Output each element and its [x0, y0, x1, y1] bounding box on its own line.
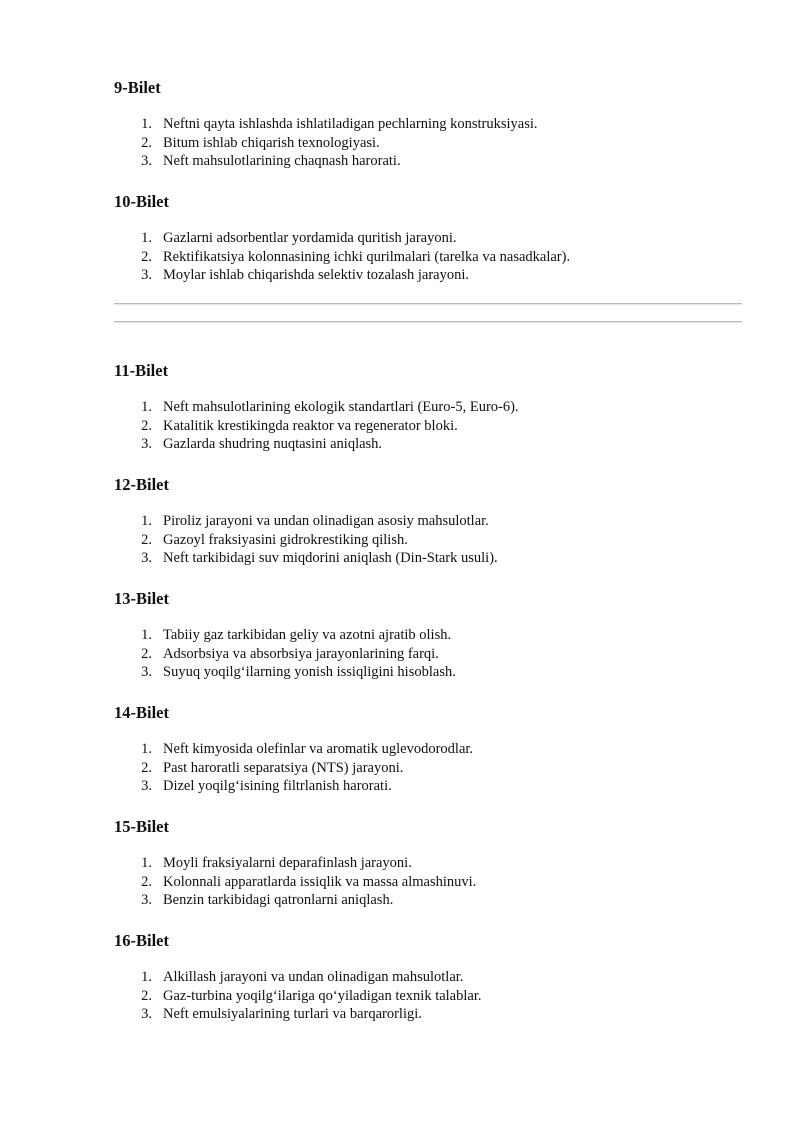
- page-break-line: [114, 303, 742, 304]
- item-text: Adsorbsiya va absorbsiya jarayonlarining farqi.: [163, 645, 439, 662]
- item-text: Rektifikatsiya kolonnasining ichki qurilmalari (tarelka va nasadkalar).: [163, 248, 571, 265]
- ticket-title: 13-Bilet: [114, 589, 169, 608]
- item-text: Suyuq yoqilg‘ilarning yonish issiqligini hisoblash.: [163, 664, 456, 680]
- item-text: Neft tarkibidagi suv miqdorini aniqlash (Din-Stark usuli).: [163, 550, 498, 566]
- item-number: 2.: [141, 134, 152, 151]
- ticket-title: 16-Bilet: [114, 931, 169, 950]
- item-number: 3.: [141, 267, 152, 283]
- item-text: Neftni qayta ishlashda ishlatiladigan pechlarning konstruksiyasi.: [163, 116, 538, 132]
- item-text: Bitum ishlab chiqarish texnologiyasi.: [163, 134, 380, 151]
- item-number: 3.: [141, 664, 152, 680]
- item-text: Alkillash jarayoni va undan olinadigan mahsulotlar.: [163, 969, 464, 985]
- item-text: Gazlarda shudring nuqtasini aniqlash.: [163, 436, 383, 452]
- item-number: 1.: [141, 969, 152, 985]
- ticket-title: 12-Bilet: [114, 475, 169, 494]
- ticket-title: 15-Bilet: [114, 817, 169, 836]
- item-text: Dizel yoqilg‘isining filtrlanish harorati.: [163, 778, 392, 794]
- ticket-title: 11-Bilet: [114, 361, 169, 380]
- item-number: 1.: [141, 741, 152, 757]
- item-text: Tabiiy gaz tarkibidan geliy va azotni ajratib olish.: [163, 627, 452, 643]
- item-number: 2.: [141, 759, 152, 776]
- item-number: 2.: [141, 987, 152, 1004]
- item-number: 3.: [141, 892, 152, 908]
- item-number: 3.: [141, 778, 152, 794]
- item-text: Neft mahsulotlarining chaqnash harorati.: [163, 153, 401, 169]
- item-number: 3.: [141, 550, 152, 566]
- item-text: Gaz-turbina yoqilg‘ilariga qo‘yiladigan texnik talablar.: [163, 987, 482, 1004]
- item-text: Moyli fraksiyalarni deparafinlash jarayoni.: [163, 855, 412, 871]
- item-number: 2.: [141, 417, 152, 434]
- item-number: 2.: [141, 873, 152, 890]
- ticket-title: 9-Bilet: [114, 78, 161, 97]
- item-number: 3.: [141, 1006, 152, 1022]
- item-number: 2.: [141, 531, 152, 548]
- item-number: 2.: [141, 248, 152, 265]
- item-text: Neft mahsulotlarining ekologik standartlari (Euro-5, Euro-6).: [163, 399, 519, 415]
- item-text: Kolonnali apparatlarda issiqlik va massa almashinuvi.: [163, 873, 477, 890]
- page-break-line: [114, 321, 742, 322]
- item-text: Piroliz jarayoni va undan olinadigan asosiy mahsulotlar.: [163, 513, 489, 529]
- item-text: Gazoyl fraksiyasini gidrokrestiking qilish.: [163, 531, 408, 548]
- item-text: Neft kimyosida olefinlar va aromatik uglevodorodlar.: [163, 741, 474, 757]
- ticket-title: 14-Bilet: [114, 703, 169, 722]
- item-number: 1.: [141, 513, 152, 529]
- item-number: 3.: [141, 153, 152, 169]
- item-text: Katalitik krestikingda reaktor va regenerator bloki.: [163, 417, 458, 434]
- item-number: 1.: [141, 855, 152, 871]
- item-text: Moylar ishlab chiqarishda selektiv tozalash jarayoni.: [163, 267, 470, 283]
- item-text: Past haroratli separatsiya (NTS) jarayoni.: [163, 759, 404, 776]
- item-number: 1.: [141, 230, 152, 246]
- item-number: 3.: [141, 436, 152, 452]
- item-number: 1.: [141, 627, 152, 643]
- item-text: Benzin tarkibidagi qatronlarni aniqlash.: [163, 892, 394, 908]
- item-number: 2.: [141, 645, 152, 662]
- item-text: Neft emulsiyalarining turlari va barqarorligi.: [163, 1006, 422, 1022]
- item-number: 1.: [141, 399, 152, 415]
- ticket-title: 10-Bilet: [114, 192, 169, 211]
- item-number: 1.: [141, 116, 152, 132]
- item-text: Gazlarni adsorbentlar yordamida quritish jarayoni.: [163, 230, 457, 246]
